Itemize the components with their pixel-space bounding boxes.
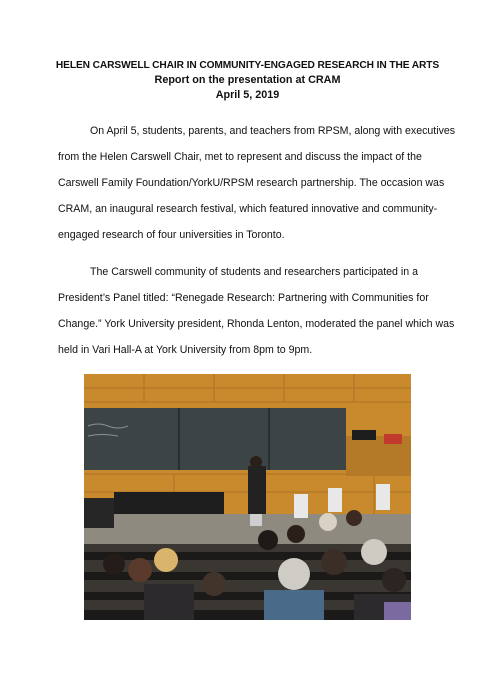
photo-illustration bbox=[84, 374, 411, 620]
speaker bbox=[248, 466, 266, 514]
paragraph-line: held in Vari Hall-A at York University from 8pm to 9pm. bbox=[58, 344, 313, 356]
paragraph-line: The Carswell community of students and researchers participated in a bbox=[90, 266, 418, 278]
panel-table bbox=[114, 492, 224, 514]
document-date: April 5, 2019 bbox=[215, 89, 280, 101]
lecture-hall-photo bbox=[84, 374, 411, 620]
paragraph-line: On April 5, students, parents, and teachers from RPSM, along with executives bbox=[90, 125, 456, 137]
paragraph-line: CRAM, an inaugural research festival, which featured innovative and community- bbox=[58, 203, 438, 215]
paragraph-line: Change.” York University president, Rhonda Lenton, moderated the panel which was bbox=[58, 318, 455, 330]
paragraph-line: Carswell Family Foundation/YorkU/RPSM research partnership. The occasion was bbox=[58, 177, 445, 189]
paragraph-line: engaged research of four universities in Toronto. bbox=[58, 229, 285, 241]
paragraph-1 bbox=[58, 118, 456, 248]
paragraph-2 bbox=[58, 259, 455, 363]
paragraph-line: President’s Panel titled: “Renegade Research: Partnering with Communities for bbox=[58, 292, 429, 304]
document-title: HELEN CARSWELL CHAIR IN COMMUNITY-ENGAGED RESEARCH IN THE ARTS bbox=[55, 60, 440, 71]
document-subtitle: Report on the presentation at CRAM bbox=[154, 74, 341, 86]
document-header bbox=[0, 58, 495, 103]
paragraph-line: from the Helen Carswell Chair, met to represent and discuss the impact of the bbox=[58, 151, 422, 163]
chalkboard bbox=[84, 408, 346, 470]
